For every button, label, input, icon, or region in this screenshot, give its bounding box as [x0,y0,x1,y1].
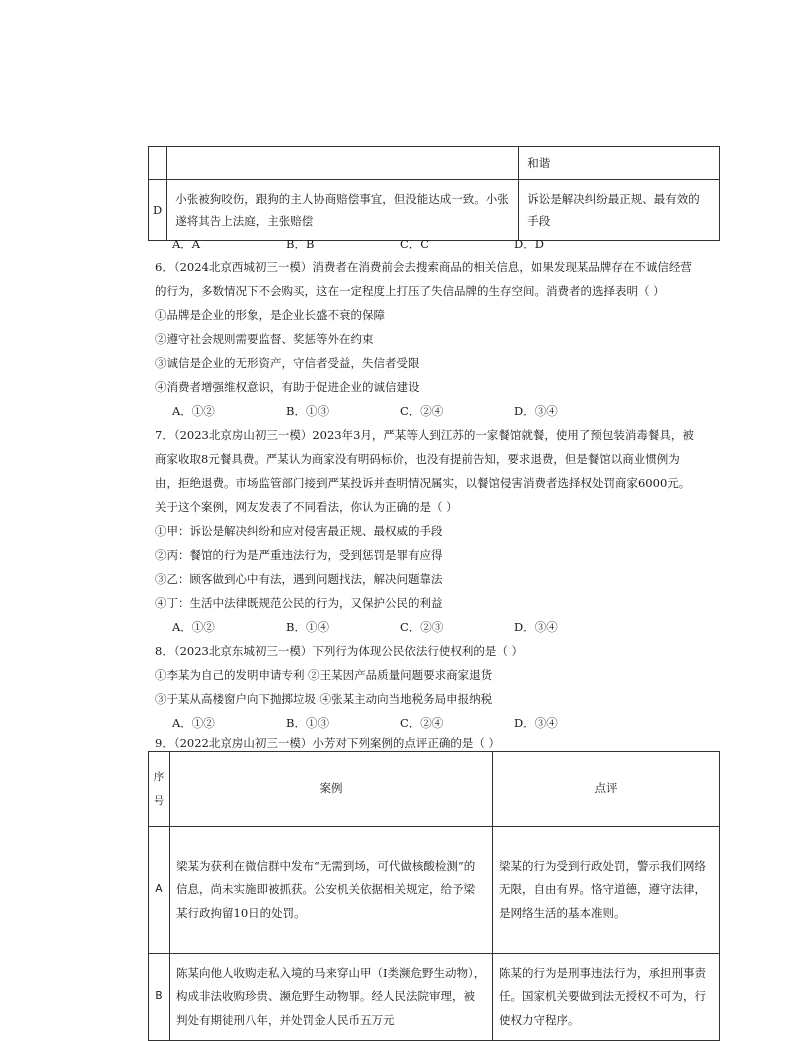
case-table-q9 [148,751,720,1041]
table-cell-comment: 陈某的行为是刑事违法行为，承担刑事责任。国家机关要做到法无授权不可为，行使权力守程序。 [493,954,720,1041]
q7-stem-line: 7．（2023北京房山初三一模）2023年3月，严某等人到江苏的一家餐馆就餐，使用了预包装消毒餐具，被 [155,428,694,442]
option-c[interactable]: C．C [400,237,430,251]
q8-options [172,715,628,731]
q7-item: ①甲：诉讼是解决纠纷和应对侵害最正规、最权威的手段 [155,524,443,538]
table-header-row [149,752,720,827]
q7-stem-line: 商家收取8元餐具费。严某认为商家没有明码标价，也没有提前告知，要求退费，但是餐馆以商业惯例为 [155,452,680,466]
q7-item: ②丙：餐馆的行为是严重违法行为，受到惩罚是罪有应得 [155,548,443,562]
option-c[interactable]: C．②④ [400,404,444,418]
option-c[interactable]: C．②③ [400,620,444,634]
q6-item: ①品牌是企业的形象，是企业长盛不衰的保障 [155,308,385,322]
q6-item: ②遵守社会规则需要监督、奖惩等外在约束 [155,332,374,346]
q9-stem: 9．（2022北京房山初三一模）小芳对下列案例的点评正确的是（ ） [155,736,500,750]
header-id: 序号 [149,752,170,827]
option-d[interactable]: D．③④ [514,716,558,730]
option-b[interactable]: B．①④ [286,620,329,634]
option-d[interactable]: D．D [514,237,544,251]
q8-items-line: ③于某从高楼窗户向下抛掷垃圾 ④张某主动向当地税务局申报纳税 [155,692,493,706]
table-cell-id [149,147,167,180]
q7-item: ④丁：生活中法律既规范公民的行为，又保护公民的利益 [155,596,443,610]
option-c[interactable]: C．②④ [400,716,444,730]
q6-stem-line: 6．（2024北京西城初三一模）消费者在消费前会去搜索商品的相关信息，如果发现某品牌存在不诚信经营 [155,260,692,274]
table-cell-case: 梁某为获利在微信群中发布“无需到场，可代做核酸检测”的信息，尚未实施即被抓获。公安机关依据相关规定，给予梁某行政拘留10日的处罚。 [170,827,493,954]
table-cell-id: A [149,827,170,954]
q7-item: ③乙：顾客做到心中有法，遇到问题找法，解决问题靠法 [155,572,443,586]
option-b[interactable]: B．B [286,237,315,251]
header-case: 案例 [170,752,493,827]
table-row [149,954,720,1041]
q7-options [172,619,628,635]
table-cell-comment: 梁某的行为受到行政处罚，警示我们网络无限，自由有界。恪守道德，遵守法律，是网络生活的基本准则。 [493,827,720,954]
q6-options [172,403,628,419]
table-cell-case [167,147,519,180]
case-table-top [148,146,720,241]
table-cell-comment: 和谐 [519,147,720,180]
q7-stem-line: 关于这个案例，网友发表了不同看法，你认为正确的是（ ） [155,500,458,514]
option-a[interactable]: A．①② [172,620,215,634]
q8-items-line: ①李某为自己的发明申请专利 ②王某因产品质量问题要求商家退货 [155,668,493,682]
table-cell-case: 小张被狗咬伤，跟狗的主人协商赔偿事宜，但没能达成一致。小张遂将其告上法庭，主张赔偿 [167,180,519,241]
option-d[interactable]: D．③④ [514,620,558,634]
option-b[interactable]: B．①③ [286,716,329,730]
option-a[interactable]: A．A [172,237,201,251]
table-row [149,827,720,954]
option-d[interactable]: D．③④ [514,404,558,418]
q8-stem: 8．（2023北京东城初三一模）下列行为体现公民依法行使权利的是（ ） [155,644,523,658]
q7-stem-line: 由，拒绝退费。市场监管部门接到严某投诉并查明情况属实，以餐馆侵害消费者选择权处罚商家6000元。 [155,476,691,490]
table-cell-comment: 诉讼是解决纠纷最正规、最有效的手段 [519,180,720,241]
q5-options [172,236,628,252]
q6-stem-line: 的行为，多数情况下不会购买，这在一定程度上打压了失信品牌的生存空间。消费者的选择表明（ ） [155,284,665,298]
option-a[interactable]: A．①② [172,404,215,418]
table-row [149,147,720,180]
table-cell-case: 陈某向他人收购走私入境的马来穿山甲（I类濒危野生动物），构成非法收购珍贵、濒危野生动物罪。经人民法院审理，被判处有期徒刑八年，并处罚金人民币五万元 [170,954,493,1041]
table-cell-id: D [149,180,167,241]
option-b[interactable]: B．①③ [286,404,329,418]
option-a[interactable]: A．①② [172,716,215,730]
table-row [149,180,720,241]
table-cell-id: B [149,954,170,1041]
header-comment: 点评 [493,752,720,827]
q6-item: ④消费者增强维权意识，有助于促进企业的诚信建设 [155,380,420,394]
q6-item: ③诚信是企业的无形资产，守信者受益，失信者受限 [155,356,420,370]
